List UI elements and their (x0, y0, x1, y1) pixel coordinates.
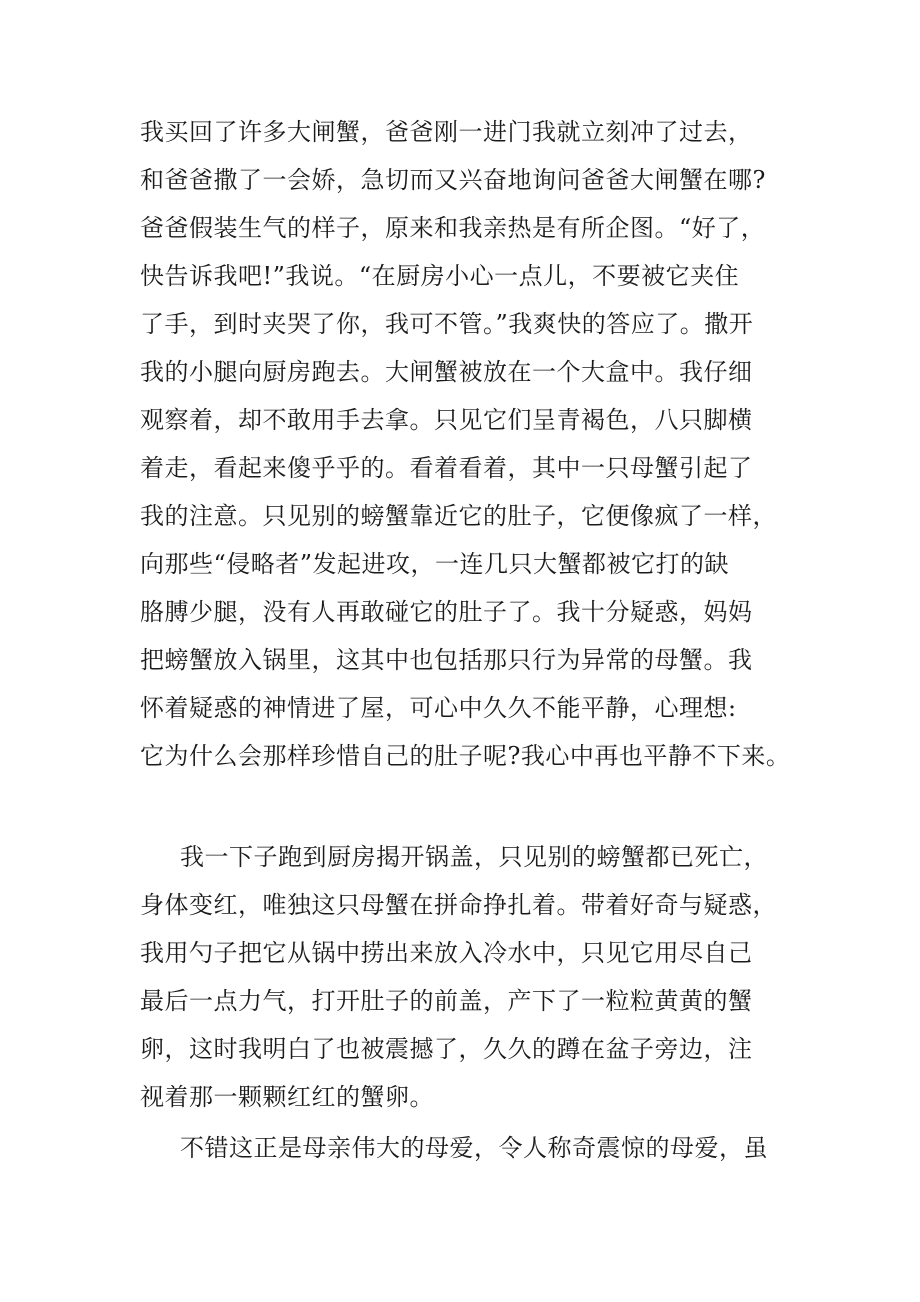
text-line-3: 爸爸假装生气的样子，原来和我亲热是有所企图。“好了， (140, 214, 766, 242)
text-line-11: 胳膊少腿，没有人再敢碰它的肚子了。我十分疑惑，妈妈 (140, 598, 753, 626)
text-line-8: 着走，看起来傻乎乎的。看着看着，其中一只母蟹引起了 (140, 454, 753, 482)
text-line-9: 我的注意。只见别的螃蟹靠近它的肚子，它便像疯了一样， (140, 502, 777, 530)
text-line-15: 我一下子跑到厨房揭开锅盖，只见别的螃蟹都已死亡， (180, 843, 768, 871)
text-line-6: 我的小腿向厨房跑去。大闸蟹被放在一个大盒中。我仔细 (140, 358, 753, 386)
text-line-1: 我买回了许多大闸蟹，爸爸刚一进门我就立刻冲了过去， (140, 118, 753, 146)
text-line-13: 怀着疑惑的神情进了屋，可心中久久不能平静，心理想: (140, 694, 737, 722)
text-line-16: 身体变红，唯独这只母蟹在拼命挣扎着。带着好奇与疑惑， (140, 891, 777, 919)
text-line-10: 向那些“侵略者”发起进攻，一连几只大蟹都被它打的缺 (140, 550, 730, 578)
text-line-17: 我用勺子把它从锅中捞出来放入冷水中，只见它用尽自己 (140, 939, 753, 967)
text-line-5: 了手，到时夹哭了你，我可不管。”我爽快的答应了。撒开 (140, 310, 754, 338)
text-line-12: 把螃蟹放入锅里，这其中也包括那只行为异常的母蟹。我 (140, 646, 753, 674)
text-line-7: 观察着，却不敢用手去拿。只见它们呈青褐色，八只脚横 (140, 406, 753, 434)
text-line-21: 不错这正是母亲伟大的母爱，令人称奇震惊的母爱，虽 (180, 1134, 768, 1162)
text-line-18: 最后一点力气，打开肚子的前盖，产下了一粒粒黄黄的蟹 (140, 987, 753, 1015)
text-line-2: 和爸爸撒了一会娇，急切而又兴奋地询问爸爸大闸蟹在哪? (140, 166, 766, 194)
text-line-4: 快告诉我吧!”我说。“在厨房小心一点儿，不要被它夹住 (140, 262, 740, 290)
text-line-19: 卵，这时我明白了也被震撼了，久久的蹲在盆子旁边，注 (140, 1035, 753, 1063)
text-line-14: 它为什么会那样珍惜自己的肚子呢?我心中再也平静不下来。 (140, 742, 791, 770)
text-line-20: 视着那一颗颗红红的蟹卵。 (140, 1083, 434, 1111)
